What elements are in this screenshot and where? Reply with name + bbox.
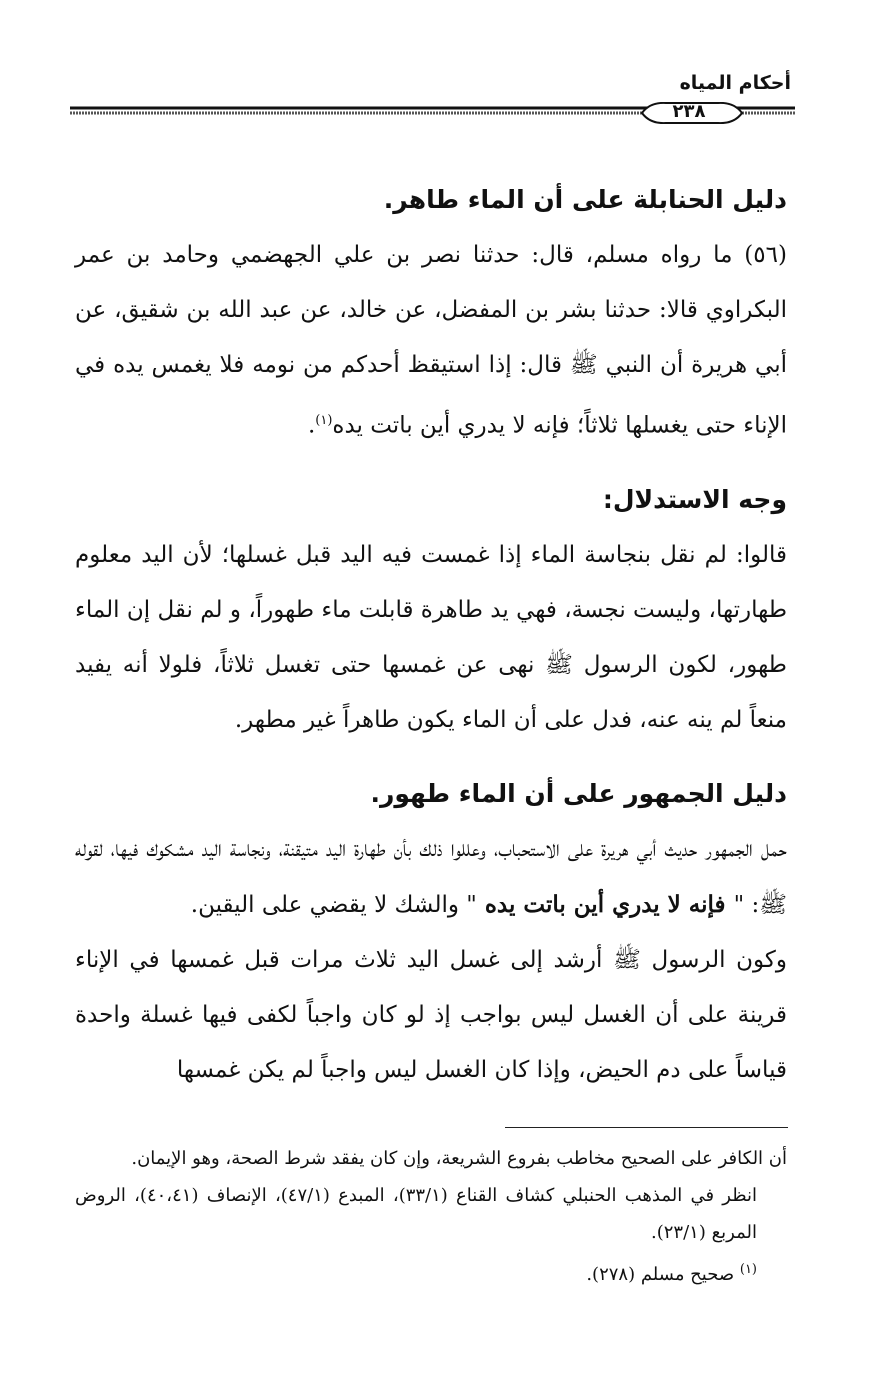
- hadith-text: (٥٦) ما رواه مسلم، قال: حدثنا نصر بن علي الجهضمي وحامد بن عمر البكراوي قالا: حدثنا بشر بن المفضل، عن خالد، عن عبد الله بن شقيق، عن أبي هريرة أن النبي ﷺ قال: إذا استيقظ أحدكم من نومه فلا يغمس يده في الإناء حتى يغسلها ثلاثاً؛ فإنه لا يدري أين باتت يده: [75, 242, 787, 439]
- footnote-continued: أن الكافر على الصحيح مخاطب بفروع الشريعة، وإن كان يفقد شرط الصحة، وهو الإيمان.: [131, 1148, 787, 1169]
- footnote-1-text: صحيح مسلم (٢٧٨).: [586, 1264, 740, 1285]
- footnote-divider: [505, 1127, 788, 1128]
- footnote-1: [75, 1251, 787, 1293]
- jumhur-text-end: " والشك لا يقضي على اليقين.: [190, 891, 477, 918]
- hadith-paragraph: [75, 228, 787, 454]
- wajh-paragraph: قالوا: لم نقل بنجاسة الماء إذا غمست فيه اليد قبل غسلها؛ لأن اليد معلوم طهارتها، وليست نجسة، فهي يد طاهرة قابلت ماء طهوراً، و لم نقل إن الماء طهور، لكون الرسول ﷺ نهى عن غمسها حتى تغسل ثلاثاً، فلولا أنه يفيد منعاً لم ينه عنه، فدل على أن الماء يكون طاهراً غير مطهر.: [75, 541, 787, 733]
- footnotes: [75, 1140, 787, 1293]
- running-title: أحكام المياه: [679, 72, 791, 94]
- footnote-marker: (١): [315, 413, 333, 428]
- footnote-sources: انظر في المذهب الحنبلي كشاف القناع (٣٣/١)، المبدع (٤٧/١)، الإنصاف (٤٠،٤١)، الروض المربع (٢٣/١).: [75, 1185, 758, 1243]
- hadith-end: .: [307, 412, 316, 439]
- section-heading-jumhur: دليل الجمهور على أن الماء طهور.: [370, 778, 787, 808]
- section-heading-hanabila: دليل الحنابلة على أن الماء طاهر.: [383, 185, 787, 214]
- jumhur-paragraph: [75, 822, 787, 933]
- jumhur-text-start: حمل الجمهور حديث أبي هريرة على الاستحباب، وعللوا ذلك بأن طهارة اليد متيقنة، ونجاسة اليد مشكوك فيها، لقوله ﷺ: ": [75, 835, 787, 918]
- main-text: [75, 172, 787, 1098]
- page-number: ٢٣٨: [672, 101, 706, 122]
- jumhur-quote: فإنه لا يدري أين باتت يده: [476, 890, 734, 918]
- section-heading-wajh: وجه الاستدلال:: [602, 484, 787, 514]
- footnote-1-marker: (١): [739, 1262, 757, 1277]
- last-paragraph: وكون الرسول ﷺ أرشد إلى غسل اليد ثلاث مرات قبل غمسها في الإناء قرينة على أن الغسل ليس بواجب إذ لو كان واجباً لكفى فيها غسلة واحدة قياساً على دم الحيض، وإذا كان الغسل ليس واجباً لم يكن غمسها: [75, 946, 787, 1083]
